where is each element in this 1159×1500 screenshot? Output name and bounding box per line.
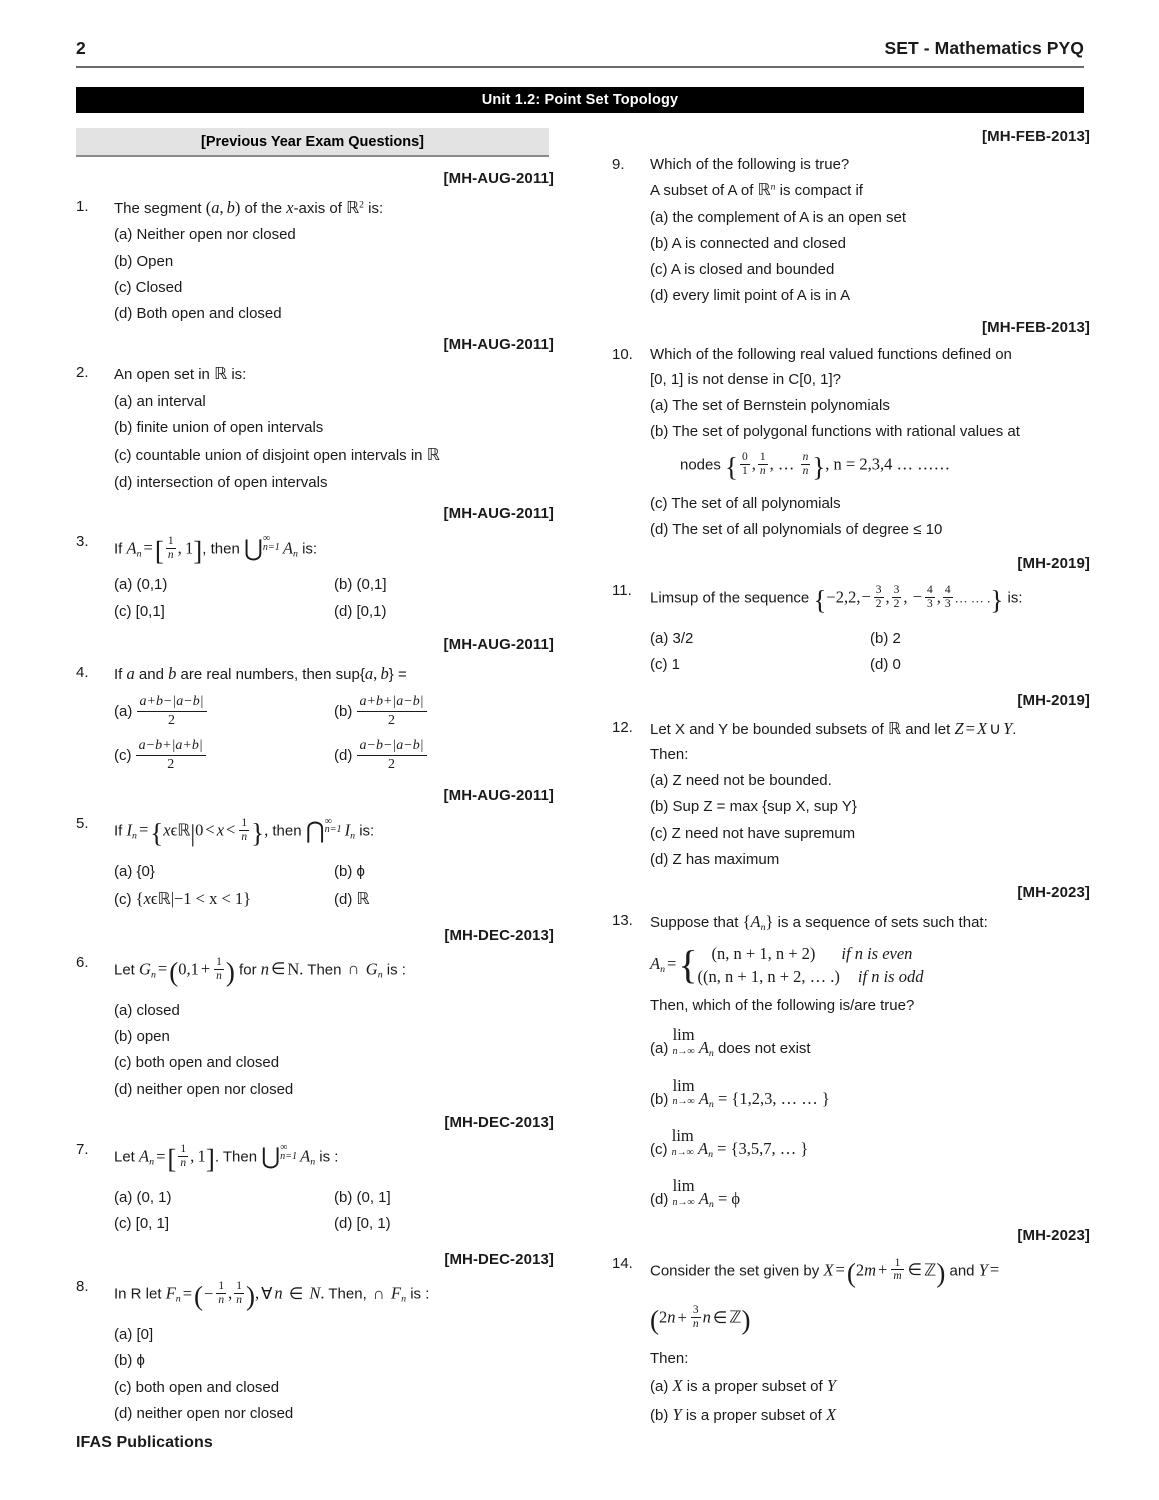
question-text: Let X and Y be bounded subsets of ℝ and let Z = X ∪ Y. [650, 719, 1017, 739]
question-number: 4. [76, 663, 89, 681]
question-9 [612, 153, 1090, 309]
exam-tag: [MH-AUG-2011] [443, 505, 554, 523]
options-list [76, 573, 554, 626]
options-list [76, 223, 554, 326]
option-a: (a) The set of Bernstein polynomials [650, 396, 890, 414]
question-number: 8. [76, 1278, 89, 1296]
question-text: Let $G_n =(0,1$ + $\frac{1}{n}$ ) for n ∈ N. Then ∩ $G_n$ is : [114, 956, 406, 988]
option-a: (a) (0,1) [114, 576, 168, 594]
option-b-continued: nodes { $\frac{0}{1}$ , $\frac{1}{n}$ , … $\frac{n}{n}$ }, n = 2,3,4 … …… [680, 451, 951, 483]
option-b: (b) A is connected and closed [650, 234, 846, 252]
exam-tag: [MH-AUG-2011] [443, 170, 554, 187]
exam-tag: [MH-2019] [1017, 691, 1090, 709]
question-text: Which of the following is true? [650, 155, 850, 173]
option-d: (d) [0,1) [334, 602, 387, 620]
question-subtext: A subset of A of ℝ$^n$ is compact if [650, 179, 863, 199]
option-d: (d) neither open nor closed [114, 1080, 294, 1098]
exam-tag: [MH-FEB-2013] [982, 128, 1090, 145]
right-column [612, 126, 1090, 1435]
option-b: (b) The set of polygonal functions with rational values at [650, 423, 1020, 441]
option-a: (a) [0] [114, 1326, 154, 1344]
option-a: (a) an interval [114, 392, 206, 410]
unit-banner: Unit 1.2: Point Set Topology [76, 87, 1084, 113]
question-text: If a and b are real numbers, then sup{a, b} = [114, 663, 407, 683]
question-subtext: [0, 1] is not dense in C[0, 1]? [650, 370, 841, 388]
exam-tag: [MH-AUG-2011] [443, 787, 554, 805]
options-list [612, 769, 1090, 872]
option-a: (a) $\frac{a+b-|a-b|}{2}$ [114, 693, 334, 729]
options-list [76, 1323, 554, 1426]
question-text: Which of the following real valued functions defined on [650, 346, 1012, 364]
option-c: (c) The set of all polynomials [650, 495, 841, 513]
exam-tag: [MH-2023] [1017, 884, 1090, 902]
options-list [76, 693, 554, 775]
option-c: (c) A is closed and bounded [650, 261, 835, 279]
option-d: (d) intersection of open intervals [114, 473, 328, 491]
option-c: (c) {xϵℝ|−1 < x < 1} [114, 888, 252, 908]
option-d: (d) Z has maximum [650, 850, 780, 868]
question-7 [76, 1138, 554, 1238]
option-b: (b) ϕ [334, 862, 365, 880]
exam-tag: [MH-DEC-2013] [444, 1113, 554, 1131]
page-number: 2 [76, 38, 86, 58]
option-a: (a) 3/2 [650, 629, 694, 647]
exam-tag: [MH-2023] [1017, 1227, 1090, 1245]
option-d: (d) The set of all polynomials of degree ≤ 10 [650, 521, 943, 539]
exam-tag: [MH-FEB-2013] [982, 318, 1090, 336]
exam-tag: [MH-DEC-2013] [444, 926, 554, 944]
option-c: (c) both open and closed [114, 1054, 280, 1072]
question-13 [612, 909, 1090, 1213]
question-2 [76, 361, 554, 495]
option-b: (b) Sup Z = max {sup X, sup Y} [650, 798, 857, 816]
option-a: (a) X is a proper subset of Y [650, 1376, 837, 1396]
set-y-definition: (2n + $\frac{3}{n}$ n ∈ ℤ) [650, 1304, 751, 1336]
option-a: (a) Neither open nor closed [114, 226, 296, 244]
option-d: (d) Both open and closed [114, 305, 282, 323]
option-d: (d) [0, 1) [334, 1215, 391, 1233]
option-b: (b) Y is a proper subset of X [650, 1405, 837, 1425]
question-5 [76, 812, 554, 915]
previous-year-questions-label: [Previous Year Exam Questions] [76, 128, 549, 157]
option-d: (d) $\frac{a-b-|a-b|}{2}$ [334, 737, 554, 773]
option-c: (c) $\frac{a-b+|a+b|}{2}$ [114, 737, 334, 773]
option-b: (b) finite union of open intervals [114, 418, 324, 436]
question-subtext: Then: [650, 745, 689, 763]
option-c: (c) [0, 1] [114, 1215, 170, 1233]
option-b: (b) (0,1] [334, 576, 387, 594]
option-a: (a) lim n→∞ $A_n$ does not exist [650, 1025, 811, 1060]
option-b: (b) 2 [870, 629, 901, 647]
question-text: If $A_n$ =[ $\frac{1}{n}$ , 1], then ⋃ ∞ n=1 $A_n$ is: [114, 533, 318, 566]
option-b: (b) $\frac{a+b+|a-b|}{2}$ [334, 693, 554, 729]
piecewise-definition: $A_n$ ={ (n, n + 1, n + 2) if n is even ((n, n + 1, n + 2, … .) if n is odd [650, 941, 924, 987]
question-12 [612, 716, 1090, 872]
option-b: (b) Open [114, 252, 174, 270]
options-list [76, 860, 554, 915]
question-4 [76, 661, 554, 776]
option-d: (d) ℝ [334, 888, 370, 908]
question-10 [612, 343, 1090, 543]
option-c: (c) 1 [650, 656, 680, 674]
option-a: (a) closed [114, 1001, 180, 1019]
option-d: (d) lim n→∞ $A_n = \phi$ [650, 1175, 741, 1211]
question-number: 7. [76, 1141, 89, 1159]
question-number: 13. [612, 911, 633, 929]
running-header [76, 38, 1084, 59]
left-column [76, 168, 554, 1432]
question-number: 10. [612, 346, 633, 364]
question-3 [76, 530, 554, 626]
exam-tag: [MH-AUG-2011] [443, 336, 554, 354]
question-text: An open set in ℝ is: [114, 363, 247, 383]
option-b: (b) lim n→∞ $A_n = \{1,2,3$, … … } [650, 1075, 830, 1110]
exam-tag: [MH-DEC-2013] [444, 1250, 554, 1268]
option-d: (d) every limit point of A is in A [650, 287, 851, 305]
option-c: (c) countable union of disjoint open intervals in ℝ [114, 445, 440, 465]
option-b: (b) open [114, 1028, 170, 1046]
question-text: Suppose that $\{A_n\}$ is a sequence of sets such that: [650, 911, 988, 933]
options-list [612, 206, 1090, 309]
option-a: (a) (0, 1) [114, 1189, 172, 1207]
options-list [612, 394, 1090, 543]
option-a: (a) Z need not be bounded. [650, 772, 832, 790]
option-a: (a) {0} [114, 862, 155, 880]
question-number: 6. [76, 954, 89, 972]
option-c: (c) Closed [114, 278, 183, 296]
question-number: 9. [612, 155, 625, 173]
options-list [76, 999, 554, 1102]
book-title: SET - Mathematics PYQ [884, 38, 1084, 58]
question-subtext: Then: [650, 1350, 689, 1368]
exam-tag: [MH-AUG-2011] [443, 636, 554, 654]
option-c: (c) lim n→∞ $A_n = \{3,5,7$, … } [650, 1125, 809, 1160]
option-d: (d) neither open nor closed [114, 1404, 294, 1422]
question-number: 11. [612, 582, 632, 600]
question-text: Limsup of the sequence {−2,2,− $\frac{3}{2}$ , $\frac{3}{2}$ , − $\frac{4}{3}$ , $\frac{4}{3}$ … … .} is: [650, 584, 1023, 616]
question-number: 5. [76, 814, 89, 832]
options-list [612, 1022, 1090, 1213]
option-a: (a) the complement of A is an open set [650, 208, 906, 226]
option-c: (c) [0,1] [114, 602, 165, 620]
options-list [76, 1186, 554, 1239]
question-number: 14. [612, 1254, 633, 1272]
question-6 [76, 951, 554, 1102]
question-text: If $I_n$ ={xϵℝ|0 < x < $\frac{1}{n}$ }, then ⋂ ∞ n=1 $I_n$ is: [114, 815, 375, 848]
question-number: 3. [76, 532, 89, 550]
footer-publisher: IFAS Publications [76, 1434, 213, 1451]
header-divider [76, 66, 1084, 68]
option-c: (c) both open and closed [114, 1378, 280, 1396]
exam-tag: [MH-2019] [1017, 554, 1090, 572]
option-c: (c) Z need not have supremum [650, 824, 856, 842]
question-text: The segment (a, b) of the x-axis of ℝ$^2$ is: [114, 197, 384, 217]
question-text: Consider the set given by X =(2m + $\frac{1}{m}$ ∈ ℤ) and Y = [650, 1256, 1000, 1288]
option-b: (b) ϕ [114, 1352, 145, 1370]
option-b: (b) (0, 1] [334, 1189, 391, 1207]
question-subtext: Then, which of the following is/are true? [650, 997, 915, 1015]
question-text: In R let $F_n$ =(− $\frac{1}{n}$ , $\frac{1}{n}$ ), ∀ n ∈ N. Then, ∩ $F_n$ is : [114, 1280, 430, 1312]
options-list [612, 1373, 1090, 1428]
options-list [612, 627, 1090, 680]
question-8 [76, 1275, 554, 1426]
options-list [76, 390, 554, 496]
question-1 [76, 195, 554, 327]
question-text: Let $A_n$ =[ $\frac{1}{n}$ , 1]. Then ⋃ ∞ n=1 $A_n$ is : [114, 1142, 339, 1175]
question-number: 1. [76, 197, 89, 215]
option-d: (d) 0 [870, 656, 901, 674]
question-number: 2. [76, 363, 89, 381]
question-14 [612, 1252, 1090, 1429]
question-number: 12. [612, 719, 633, 737]
question-11 [612, 579, 1090, 679]
